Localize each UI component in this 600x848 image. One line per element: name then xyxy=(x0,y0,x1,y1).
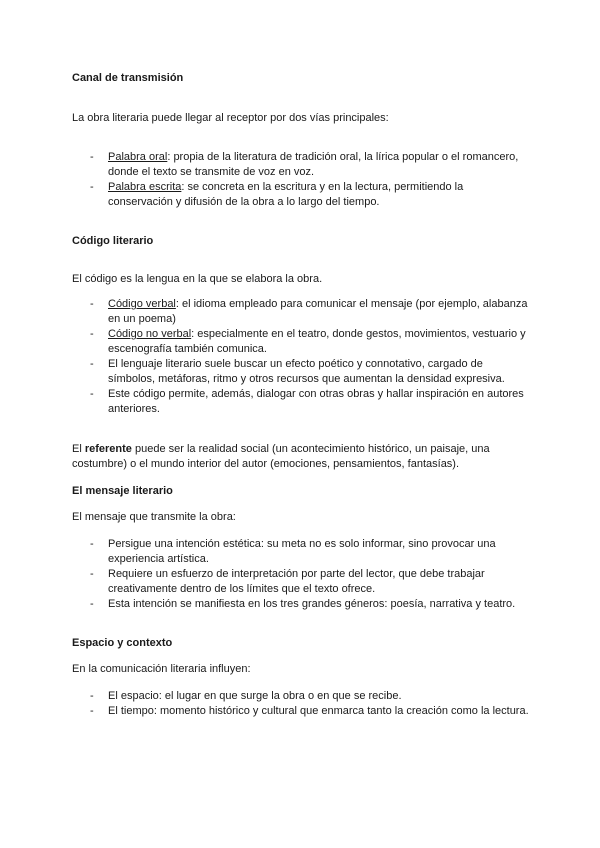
list-item xyxy=(90,327,530,357)
bullet-dash: - xyxy=(90,181,94,193)
list-mensaje xyxy=(90,537,530,612)
list-item xyxy=(90,297,530,327)
list-item xyxy=(90,537,530,567)
bullet-dash: - xyxy=(90,705,94,717)
item-text: El espacio: el lugar en que surge la obra o en que se recibe. xyxy=(108,690,402,702)
list-item xyxy=(90,150,530,180)
bullet-dash: - xyxy=(90,598,94,610)
list-item xyxy=(90,597,530,612)
item-text: Requiere un esfuerzo de interpretación por parte del lector, que debe trabajar creativamente dentro de los límites que el texto ofrece. xyxy=(108,568,485,595)
bullet-dash: - xyxy=(90,538,94,550)
term-palabra-escrita: Palabra escrita xyxy=(108,181,182,193)
heading-espacio: Espacio y contexto xyxy=(72,637,173,649)
list-canal xyxy=(90,150,530,210)
list-item xyxy=(90,387,530,417)
paragraph-referente xyxy=(72,442,532,472)
list-codigo xyxy=(90,297,530,417)
paragraph-canal-intro: La obra literaria puede llegar al receptor por dos vías principales: xyxy=(72,112,389,124)
item-text: : propia de la literatura de tradición oral, la lírica popular o el romancero, donde el texto se transmite de voz en voz. xyxy=(108,151,519,178)
bullet-dash: - xyxy=(90,568,94,580)
bullet-dash: - xyxy=(90,690,94,702)
paragraph-codigo-intro: El código es la lengua en la que se elabora la obra. xyxy=(72,273,323,285)
item-text: El tiempo: momento histórico y cultural que enmarca tanto la creación como la lectura. xyxy=(108,705,529,717)
list-item xyxy=(90,704,530,719)
list-item xyxy=(90,357,530,387)
item-text: Esta intención se manifiesta en los tres grandes géneros: poesía, narrativa y teatro. xyxy=(108,598,516,610)
item-text: : se concreta en la escritura y en la lectura, permitiendo la conservación y difusión de la obra a lo largo del tiempo. xyxy=(108,181,464,208)
item-text: Persigue una intención estética: su meta no es solo informar, sino provocar una experiencia artística. xyxy=(108,538,496,565)
item-text: : el idioma empleado para comunicar el mensaje (por ejemplo, alabanza en un poema) xyxy=(108,298,528,325)
heading-mensaje: El mensaje literario xyxy=(72,485,173,497)
term-codigo-no-verbal: Código no verbal xyxy=(108,328,192,340)
list-espacio xyxy=(90,689,530,719)
term-palabra-oral: Palabra oral xyxy=(108,151,168,163)
list-item xyxy=(90,567,530,597)
bullet-dash: - xyxy=(90,298,94,310)
bullet-dash: - xyxy=(90,358,94,370)
bullet-dash: - xyxy=(90,328,94,340)
heading-codigo: Código literario xyxy=(72,235,154,247)
bullet-dash: - xyxy=(90,388,94,400)
list-item xyxy=(90,689,530,704)
paragraph-espacio-intro: En la comunicación literaria influyen: xyxy=(72,663,251,675)
bullet-dash: - xyxy=(90,151,94,163)
referente-after: puede ser la realidad social (un acontecimiento histórico, un paisaje, una costumbre) o el mundo interior del autor (emociones, pensamientos, fantasías). xyxy=(72,443,490,470)
list-item xyxy=(90,180,530,210)
term-codigo-verbal: Código verbal xyxy=(108,298,176,310)
item-text: El lenguaje literario suele buscar un efecto poético y connotativo, cargado de símbolos, metáforas, ritmo y otros recursos que aumentan la densidad expresiva. xyxy=(108,358,505,385)
item-text: : especialmente en el teatro, donde gestos, movimientos, vestuario y escenografía también comunica. xyxy=(108,328,526,355)
referente-before: El xyxy=(72,443,85,455)
item-text: Este código permite, además, dialogar con otras obras y hallar inspiración en autores anteriores. xyxy=(108,388,524,415)
paragraph-mensaje-intro: El mensaje que transmite la obra: xyxy=(72,511,236,523)
referente-bold: referente xyxy=(84,443,132,455)
heading-canal: Canal de transmisión xyxy=(72,72,184,84)
